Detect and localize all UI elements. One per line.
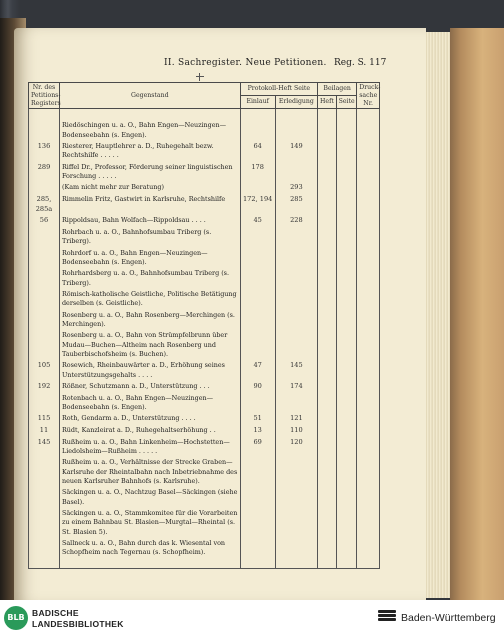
row-subject: Rohrbach u. a. O., Bahnhofsumbau Triberg (s. Triberg). (59, 227, 240, 248)
register-body (29, 109, 380, 568)
row-einlauf (240, 457, 275, 487)
row-subject: Rußheim u. a. O., Verhältnisse der Strecke Graben—Karlsruhe der Rheintalbahn nach Inbetriebnahme des neuen Karlsruher Bahnhofs (s. Karlsruhe). (59, 457, 240, 487)
table-row (29, 487, 380, 508)
table-row (29, 360, 380, 381)
row-erledigung: 285 (275, 194, 317, 215)
row-heft (318, 437, 337, 458)
row-seite (336, 381, 357, 393)
row-drucksache (357, 413, 380, 425)
row-seite (336, 330, 357, 360)
row-seite (336, 182, 357, 194)
row-drucksache (357, 215, 380, 227)
table-row (29, 268, 380, 289)
row-drucksache (357, 289, 380, 310)
row-nr (29, 268, 60, 289)
row-heft (318, 194, 337, 215)
row-erledigung (275, 508, 317, 538)
table-row (29, 393, 380, 414)
row-drucksache (357, 425, 380, 437)
row-seite (336, 508, 357, 538)
row-drucksache (357, 268, 380, 289)
row-drucksache (357, 227, 380, 248)
row-subject: Sallneck u. a. O., Bahn durch das k. Wiesental von Schopfheim nach Tegernau (s. Schopfheim). (59, 538, 240, 568)
row-seite (336, 457, 357, 487)
row-subject: Rimmelin Fritz, Gastwirt in Karlsruhe, Rechtshilfe (59, 194, 240, 215)
row-nr (29, 487, 60, 508)
register-table (28, 82, 380, 569)
row-erledigung: 228 (275, 215, 317, 227)
row-nr (29, 508, 60, 538)
row-erledigung (275, 487, 317, 508)
row-drucksache (357, 310, 380, 331)
footer-bar (0, 600, 504, 638)
row-seite (336, 393, 357, 414)
row-einlauf (240, 538, 275, 568)
bw-lions-icon (378, 609, 396, 629)
row-heft (318, 425, 337, 437)
row-subject: Rotenbach u. a. O., Bahn Engen—Neuzingen—Bodenseebahn (s. Engen). (59, 393, 240, 414)
blb-name-line2: LANDESBIBLIOTHEK (32, 619, 124, 629)
row-subject: Rohrdorf u. a. O., Bahn Engen—Neuzingen—Bodenseebahn (s. Engen). (59, 248, 240, 269)
row-nr: 56 (29, 215, 60, 227)
page-center-mark (196, 73, 204, 81)
row-einlauf: 45 (240, 215, 275, 227)
row-einlauf: 51 (240, 413, 275, 425)
row-heft (318, 487, 337, 508)
row-seite (336, 162, 357, 183)
row-einlauf (240, 330, 275, 360)
row-einlauf: 178 (240, 162, 275, 183)
row-seite (336, 289, 357, 310)
row-drucksache (357, 162, 380, 183)
table-row (29, 289, 380, 310)
row-nr: 105 (29, 360, 60, 381)
row-heft (318, 538, 337, 568)
row-nr (29, 393, 60, 414)
blb-logo-icon: BLB (4, 606, 28, 630)
row-erledigung: 293 (275, 182, 317, 194)
row-heft (318, 360, 337, 381)
row-erledigung (275, 109, 317, 141)
row-einlauf (240, 182, 275, 194)
row-erledigung (275, 330, 317, 360)
page-edges (424, 32, 450, 598)
row-einlauf (240, 227, 275, 248)
row-subject: Rüdt, Kanzleirat a. D., Ruhegehaltserhöhung . . (59, 425, 240, 437)
row-einlauf (240, 487, 275, 508)
row-heft (318, 413, 337, 425)
row-einlauf (240, 248, 275, 269)
row-seite (336, 437, 357, 458)
row-drucksache (357, 360, 380, 381)
table-row (29, 425, 380, 437)
row-nr (29, 310, 60, 331)
row-heft (318, 227, 337, 248)
row-seite (336, 194, 357, 215)
row-einlauf: 90 (240, 381, 275, 393)
row-nr (29, 289, 60, 310)
row-nr: 11 (29, 425, 60, 437)
row-einlauf: 47 (240, 360, 275, 381)
table-row (29, 227, 380, 248)
row-drucksache (357, 248, 380, 269)
table-row (29, 215, 380, 227)
header-protokoll: Protokoll-Heft Seite (240, 83, 317, 96)
row-subject: Säckingen u. a. O., Nachtzug Basel—Säckingen (siehe Basel). (59, 487, 240, 508)
row-nr (29, 330, 60, 360)
row-seite (336, 425, 357, 437)
row-erledigung (275, 268, 317, 289)
row-heft (318, 182, 337, 194)
row-nr: 145 (29, 437, 60, 458)
row-heft (318, 162, 337, 183)
table-row (29, 381, 380, 393)
row-erledigung: 110 (275, 425, 317, 437)
row-subject: Rippoldsau, Bahn Wolfach—Rippoldsau . . . . (59, 215, 240, 227)
row-subject: Riesterer, Hauptlehrer a. D., Ruhegehalt bezw. Rechtshilfe . . . . . (59, 141, 240, 162)
row-subject: Säckingen u. a. O., Stammkomitee für die Vorarbeiten zu einem Bahnbau St. Blasien—Murgtal—Rheintal (s. St. Blasien 5). (59, 508, 240, 538)
row-heft (318, 289, 337, 310)
table-row (29, 330, 380, 360)
row-seite (336, 109, 357, 141)
header-gegenstand: Gegenstand (59, 83, 240, 109)
row-nr: 115 (29, 413, 60, 425)
row-drucksache (357, 194, 380, 215)
book-cover-right (450, 28, 504, 600)
row-heft (318, 310, 337, 331)
row-heft (318, 248, 337, 269)
header-drucksache: Druck-sache Nr. (357, 83, 380, 109)
row-drucksache (357, 457, 380, 487)
table-row (29, 194, 380, 215)
row-subject: Rosewich, Rheinbauwärter a. D., Erhöhung seines Unterstützungsgehalts . . . . (59, 360, 240, 381)
row-einlauf: 69 (240, 437, 275, 458)
row-seite (336, 227, 357, 248)
row-erledigung (275, 457, 317, 487)
row-erledigung (275, 310, 317, 331)
row-erledigung: 174 (275, 381, 317, 393)
table-row (29, 413, 380, 425)
row-drucksache (357, 508, 380, 538)
row-subject: Riffel Dr., Professor, Förderung seiner linguistischen Forschung . . . . . (59, 162, 240, 183)
table-row (29, 437, 380, 458)
row-heft (318, 457, 337, 487)
row-drucksache (357, 381, 380, 393)
row-heft (318, 508, 337, 538)
row-nr: 192 (29, 381, 60, 393)
page-header-title: II. Sachregister. Neue Petitionen. (164, 58, 327, 68)
row-erledigung (275, 289, 317, 310)
row-erledigung (275, 162, 317, 183)
row-einlauf: 172, 194 (240, 194, 275, 215)
row-nr: 136 (29, 141, 60, 162)
row-subject: Roth, Gendarm a. D., Unterstützung . . . . (59, 413, 240, 425)
header-einlauf: Einlauf (240, 96, 275, 109)
row-nr (29, 109, 60, 141)
row-drucksache (357, 109, 380, 141)
row-einlauf (240, 393, 275, 414)
header-beilagen: Beilagen (318, 83, 357, 96)
row-drucksache (357, 393, 380, 414)
table-row (29, 457, 380, 487)
table-row (29, 109, 380, 141)
row-drucksache (357, 330, 380, 360)
row-drucksache (357, 538, 380, 568)
row-nr (29, 227, 60, 248)
table-row (29, 508, 380, 538)
row-einlauf (240, 508, 275, 538)
header-nr: Nr. des Petitions-Registers (29, 83, 60, 109)
row-heft (318, 393, 337, 414)
row-einlauf (240, 310, 275, 331)
row-erledigung: 121 (275, 413, 317, 425)
table-row (29, 182, 380, 194)
row-subject: (Kam nicht mehr zur Beratung) (59, 182, 240, 194)
row-einlauf (240, 289, 275, 310)
table-row (29, 141, 380, 162)
row-einlauf: 13 (240, 425, 275, 437)
row-erledigung: 145 (275, 360, 317, 381)
row-einlauf (240, 109, 275, 141)
row-seite (336, 310, 357, 331)
row-seite (336, 141, 357, 162)
row-erledigung (275, 538, 317, 568)
row-seite (336, 268, 357, 289)
row-seite (336, 487, 357, 508)
row-nr (29, 248, 60, 269)
table-row (29, 310, 380, 331)
row-nr (29, 538, 60, 568)
row-seite (336, 538, 357, 568)
row-seite (336, 360, 357, 381)
row-subject: Rosenberg u. a. O., Bahn Rosenberg—Merchingen (s. Merchingen). (59, 310, 240, 331)
row-subject: Rußheim u. a. O., Bahn Linkenheim—Hochstetten—Liedolsheim—Rußheim . . . . . (59, 437, 240, 458)
row-nr: 289 (29, 162, 60, 183)
table-row (29, 162, 380, 183)
table-row (29, 538, 380, 568)
row-erledigung (275, 393, 317, 414)
row-erledigung: 120 (275, 437, 317, 458)
row-heft (318, 109, 337, 141)
row-heft (318, 215, 337, 227)
row-drucksache (357, 437, 380, 458)
row-subject: Riedöschingen u. a. O., Bahn Engen—Neuzingen—Bodenseebahn (s. Engen). (59, 109, 240, 141)
row-subject: Rohrhardsberg u. a. O., Bahnhofsumbau Triberg (s. Triberg). (59, 268, 240, 289)
row-seite (336, 215, 357, 227)
row-subject: Rößner, Schutzmann a. D., Unterstützung . . . (59, 381, 240, 393)
row-einlauf (240, 268, 275, 289)
blb-name (32, 608, 124, 630)
row-nr (29, 457, 60, 487)
row-drucksache (357, 182, 380, 194)
bw-name: Baden-Württemberg (401, 612, 496, 624)
row-nr: 285, 285a (29, 194, 60, 215)
row-subject: Römisch-katholische Geistliche, Politische Betätigung derselben (s. Geistliche). (59, 289, 240, 310)
row-nr (29, 182, 60, 194)
header-heft: Heft (318, 96, 337, 109)
page-header-number: Reg. S. 117 (334, 58, 387, 68)
table-row (29, 248, 380, 269)
row-erledigung (275, 248, 317, 269)
row-subject: Rosenberg u. a. O., Bahn von Strümpfelbrunn über Mudau—Buchen—Altheim nach Rosenberg und Tauberbischofsheim (s. Buchen). (59, 330, 240, 360)
row-einlauf: 64 (240, 141, 275, 162)
row-seite (336, 413, 357, 425)
row-seite (336, 248, 357, 269)
row-drucksache (357, 487, 380, 508)
row-heft (318, 381, 337, 393)
header-erledigung: Erledigung (275, 96, 317, 109)
row-erledigung (275, 227, 317, 248)
row-heft (318, 141, 337, 162)
row-heft (318, 330, 337, 360)
blb-name-line1: BADISCHE (32, 608, 79, 618)
header-seite: Seite (336, 96, 357, 109)
row-heft (318, 268, 337, 289)
row-erledigung: 149 (275, 141, 317, 162)
row-drucksache (357, 141, 380, 162)
